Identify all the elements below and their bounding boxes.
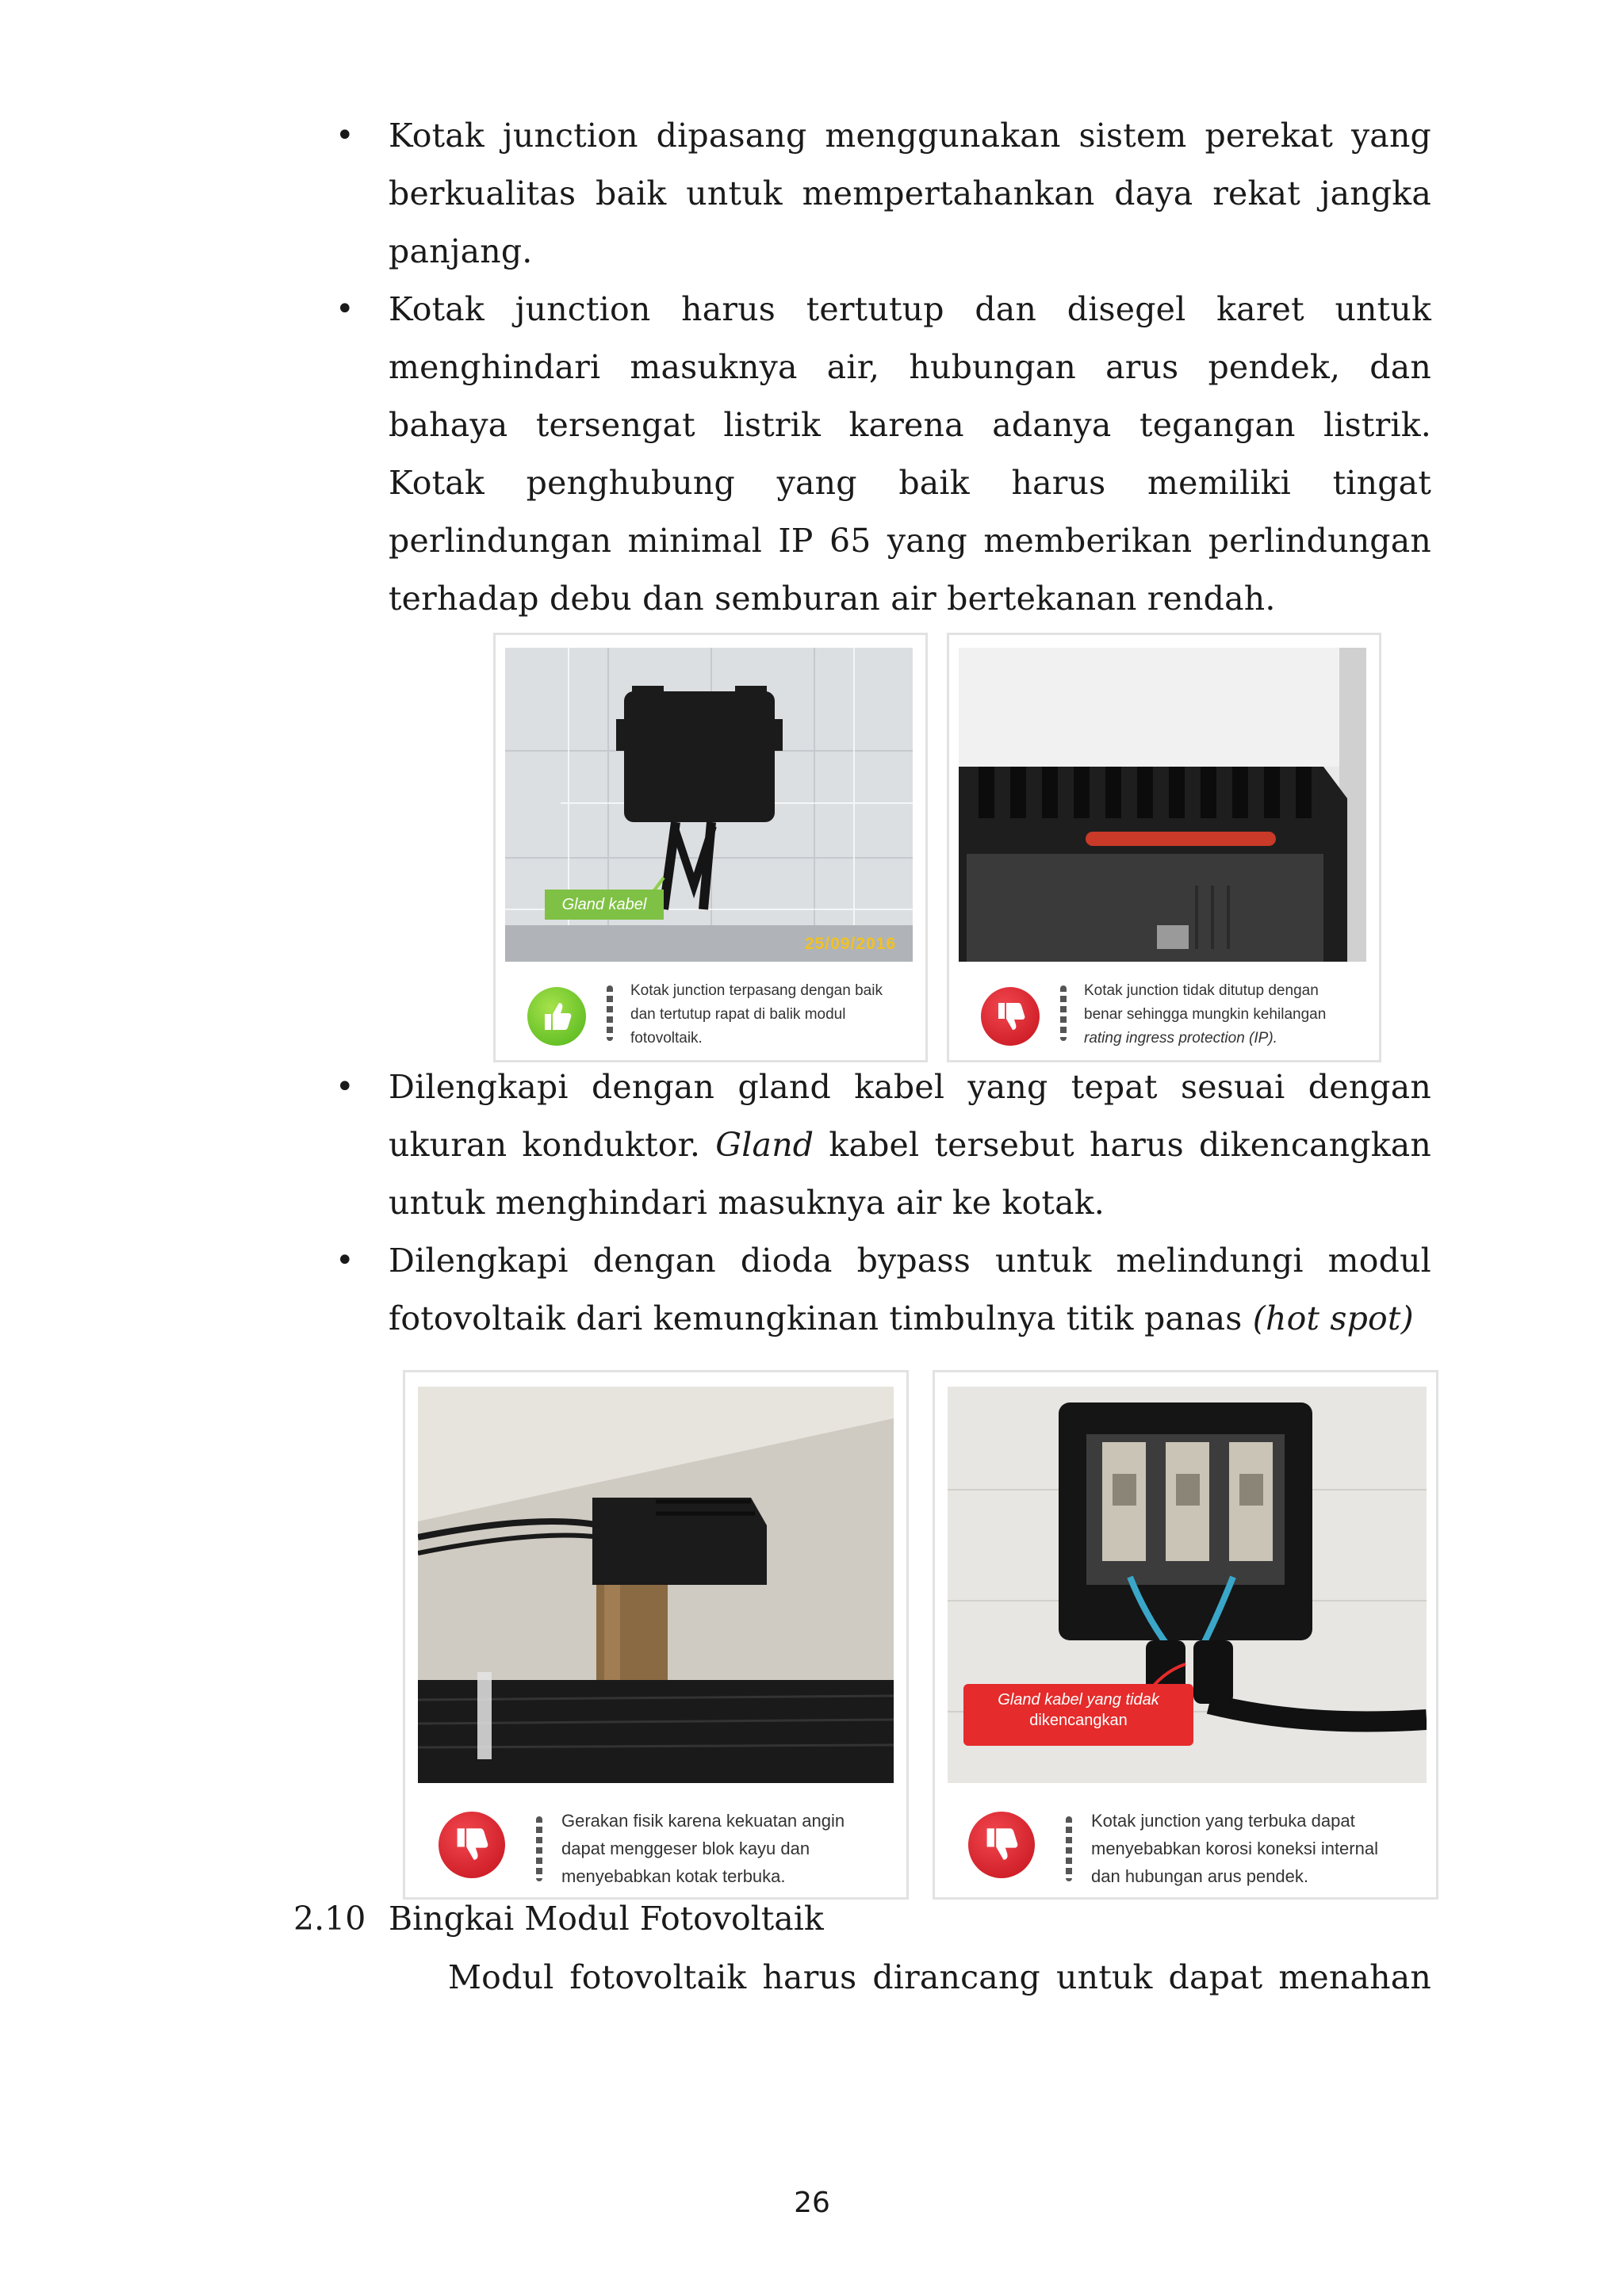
caption-line: dapat menggeser blok kayu dan [561,1839,810,1858]
thumbs-down-icon [439,1812,505,1878]
caption-line: menyebabkan kotak terbuka. [561,1866,786,1886]
list-item [335,107,1431,281]
bullet-icon: • [335,291,354,327]
label-line: Gland kabel yang tidak [998,1691,1159,1709]
bullet-list-top [335,107,1431,628]
section-paragraph: Modul fotovoltaik harus dirancang untuk dapat menahan [448,1958,1431,1996]
caption-text [630,979,883,1050]
caption-text [1084,979,1326,1050]
text-run: kabel tersebut harus dikencangkan untuk menghindari masuknya air ke kotak. [389,1126,1431,1222]
bullet-text: Kotak junction harus tertutup dan disegel karet untuk menghindari masuknya air, hubungan arus pendek, dan bahaya tersengat listrik karena adanya tegangan listrik. Kotak penghubung yang baik harus memiliki tingat perlindungan minimal IP 65 yang memberikan perlindungan terhadap debu dan semburan air bertekanan rendah. [389,290,1431,618]
figure-bad-junction-box-open [947,633,1381,1062]
bullet-icon: • [335,117,354,154]
divider-dots [536,1816,542,1881]
label-line: dikencangkan [1029,1712,1128,1729]
list-item [335,281,1431,628]
divider-dots [1066,1816,1072,1881]
page-number: 26 [794,2187,830,2219]
figure-bad-wood-block [403,1370,909,1900]
gland-kabel-label: Gland kabel [561,896,647,913]
bullet-text [329,1058,1431,1232]
photo-junction-box-wood-block [418,1387,894,1783]
caption-area [496,962,925,1060]
section-number: 2.10 [293,1900,366,1938]
text-run-italic: (hot spot) [1252,1299,1414,1337]
caption-line: fotovoltaik. [630,1030,703,1047]
gland-kabel-not-tightened-label [963,1689,1193,1731]
bullet-text [329,1232,1431,1348]
photo-junction-box-not-closed [959,648,1366,962]
date-stamp: 25/09/2016 [805,935,897,953]
caption-line: benar sehingga mungkin kehilangan [1084,1006,1327,1023]
caption-area [949,962,1379,1060]
bullet-icon: • [335,1069,354,1105]
text-run: Dilengkapi dengan dioda bypass untuk melindungi modul fotovoltaik dari kemungkinan timbulnya titik panas [389,1242,1431,1337]
bullet-list-middle [335,1058,1431,1348]
list-item [335,1232,1431,1348]
caption-text [1091,1807,1378,1890]
caption-line: Kotak junction yang terbuka dapat [1091,1811,1355,1831]
caption-text [561,1807,845,1890]
text-run-italic: Gland [715,1126,814,1164]
caption-line: Kotak junction terpasang dengan baik [630,982,883,999]
caption-line: Kotak junction tidak ditutup dengan [1084,982,1319,999]
bullet-text: Kotak junction dipasang menggunakan sistem perekat yang berkualitas baik untuk mempertahankan daya rekat jangka panjang. [389,117,1431,270]
caption-line: Gerakan fisik karena kekuatan angin [561,1811,845,1831]
thumbs-down-icon [968,1812,1035,1878]
caption-line: dan hubungan arus pendek. [1091,1866,1309,1886]
caption-line: rating ingress protection (IP). [1084,1030,1277,1047]
thumbs-down-icon [981,987,1040,1046]
section-title: Bingkai Modul Fotovoltaik [389,1900,824,1938]
caption-line: menyebabkan korosi koneksi internal [1091,1839,1378,1858]
photo-open-junction-box [948,1387,1427,1783]
figure-bad-open-junction-box [933,1370,1438,1900]
photo-junction-box-sealed [505,648,913,962]
thumbs-up-icon [527,987,586,1046]
divider-dots [607,985,613,1041]
text-run: Dilengkapi dengan gland kabel yang tepat sesuai dengan ukuran konduktor. [389,1068,1431,1164]
divider-dots [1060,985,1067,1041]
section-heading [293,1895,824,1942]
caption-area [935,1783,1436,1897]
caption-line: dan tertutup rapat di balik modul [630,1006,846,1023]
caption-area [405,1783,906,1897]
bullet-icon: • [335,1242,354,1279]
figure-good-junction-box [493,633,928,1062]
list-item [335,1058,1431,1232]
